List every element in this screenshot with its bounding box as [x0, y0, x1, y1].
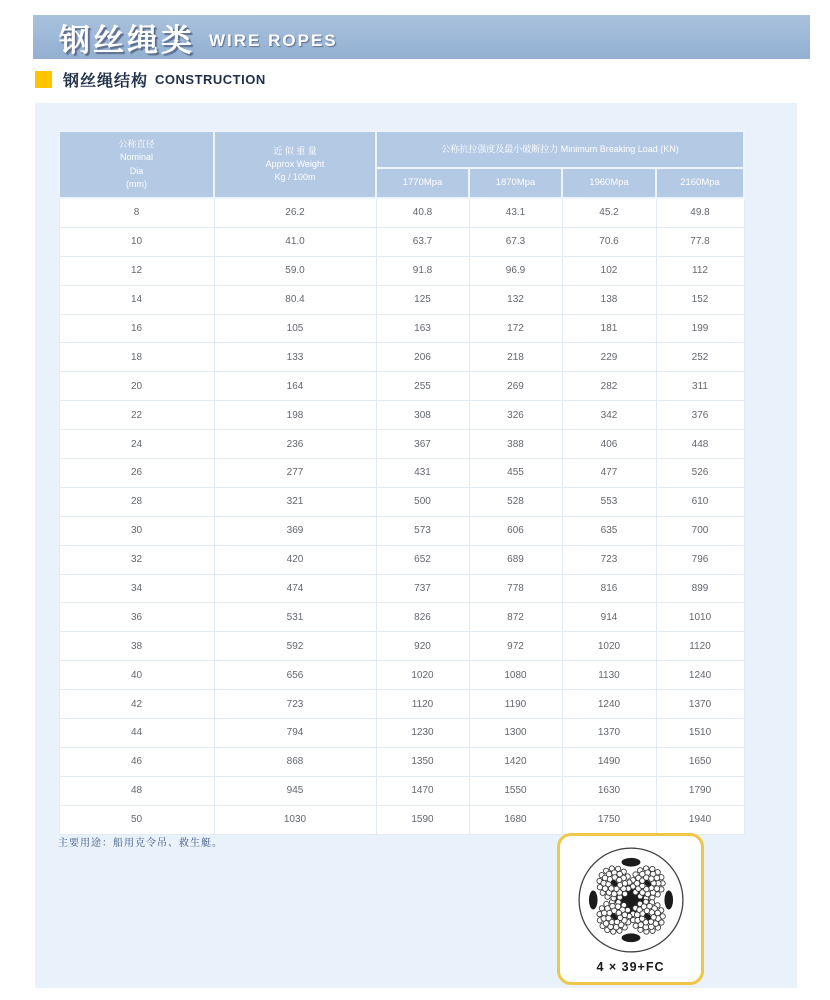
table-cell: 43.1: [469, 198, 562, 227]
table-cell: 477: [562, 459, 656, 488]
table-cell: 1120: [376, 690, 469, 719]
table-cell: 656: [214, 661, 376, 690]
table-cell: 531: [214, 603, 376, 632]
table-cell: 1240: [562, 690, 656, 719]
table-cell: 723: [562, 545, 656, 574]
table-cell: 723: [214, 690, 376, 719]
col-header-mpa: 1770Mpa: [376, 168, 469, 198]
table-cell: 1190: [469, 690, 562, 719]
table-cell: 553: [562, 487, 656, 516]
table-cell: 1550: [469, 776, 562, 805]
table-cell: 1350: [376, 747, 469, 776]
table-cell: 972: [469, 632, 562, 661]
table-cell: 816: [562, 574, 656, 603]
table-cell: 1510: [656, 719, 744, 748]
table-cell: 50: [59, 805, 214, 834]
table-cell: 420: [214, 545, 376, 574]
table-cell: 229: [562, 343, 656, 372]
col2-header-en1: Approx Weight: [265, 158, 325, 169]
table-row: [59, 256, 744, 285]
col-header-approx-weight: [214, 131, 376, 198]
table-cell: 652: [376, 545, 469, 574]
figure-caption: 4 × 39+FC: [596, 960, 665, 974]
table-cell: 44: [59, 719, 214, 748]
table-row: [59, 545, 744, 574]
table-cell: 20: [59, 372, 214, 401]
table-cell: 920: [376, 632, 469, 661]
table-cell: 49.8: [656, 198, 744, 227]
table-row: [59, 516, 744, 545]
col-header-nominal-dia: [59, 131, 214, 198]
table-cell: 132: [469, 285, 562, 314]
table-cell: 342: [562, 401, 656, 430]
col2-header-zh: 近 似 重 量: [273, 145, 317, 156]
table-cell: 133: [214, 343, 376, 372]
table-cell: 63.7: [376, 227, 469, 256]
table-cell: 914: [562, 603, 656, 632]
table-cell: 796: [656, 545, 744, 574]
table-cell: 206: [376, 343, 469, 372]
table-row: [59, 459, 744, 488]
table-cell: 269: [469, 372, 562, 401]
table-row: [59, 314, 744, 343]
table-cell: 1420: [469, 747, 562, 776]
page-title-en: WIRE ROPES: [209, 31, 338, 50]
table-row: [59, 690, 744, 719]
col-header-breaking-load-group: 公称抗拉强度及最小破断拉力 Minimum Breaking Load (KN): [376, 131, 744, 168]
table-row: [59, 574, 744, 603]
table-cell: 592: [214, 632, 376, 661]
table-cell: 41.0: [214, 227, 376, 256]
table-cell: 367: [376, 430, 469, 459]
table-cell: 308: [376, 401, 469, 430]
table-cell: 1010: [656, 603, 744, 632]
col-header-mpa: 1870Mpa: [469, 168, 562, 198]
table-cell: 826: [376, 603, 469, 632]
table-cell: 16: [59, 314, 214, 343]
table-cell: 1020: [376, 661, 469, 690]
col2-header-en2: Kg / 100m: [274, 172, 316, 183]
table-cell: 152: [656, 285, 744, 314]
table-cell: 48: [59, 776, 214, 805]
section-bullet-icon: [35, 71, 52, 88]
table-cell: 1130: [562, 661, 656, 690]
table-cell: 30: [59, 516, 214, 545]
table-cell: 1590: [376, 805, 469, 834]
table-cell: 945: [214, 776, 376, 805]
table-cell: 18: [59, 343, 214, 372]
table-row: [59, 285, 744, 314]
table-cell: 255: [376, 372, 469, 401]
table-cell: 277: [214, 459, 376, 488]
table-row: [59, 343, 744, 372]
table-cell: 872: [469, 603, 562, 632]
table-cell: 218: [469, 343, 562, 372]
table-cell: 36: [59, 603, 214, 632]
table-cell: 1750: [562, 805, 656, 834]
table-row: [59, 661, 744, 690]
table-cell: 67.3: [469, 227, 562, 256]
table-cell: 1490: [562, 747, 656, 776]
table-cell: 80.4: [214, 285, 376, 314]
table-cell: 252: [656, 343, 744, 372]
table-cell: 96.9: [469, 256, 562, 285]
rope-figure-box: [557, 833, 704, 985]
table-row: [59, 372, 744, 401]
table-cell: 1470: [376, 776, 469, 805]
table-cell: 1300: [469, 719, 562, 748]
table-cell: 199: [656, 314, 744, 343]
table-cell: 282: [562, 372, 656, 401]
table-cell: 526: [656, 459, 744, 488]
table-cell: 1230: [376, 719, 469, 748]
table-cell: 689: [469, 545, 562, 574]
table-cell: 59.0: [214, 256, 376, 285]
spec-table: [58, 130, 745, 835]
table-cell: 125: [376, 285, 469, 314]
page-header: [33, 15, 810, 59]
table-cell: 326: [469, 401, 562, 430]
section-title-en: CONSTRUCTION: [155, 72, 266, 87]
col-header-mpa: 2160Mpa: [656, 168, 744, 198]
table-cell: 102: [562, 256, 656, 285]
table-cell: 42: [59, 690, 214, 719]
table-cell: 236: [214, 430, 376, 459]
table-cell: 28: [59, 487, 214, 516]
table-cell: 10: [59, 227, 214, 256]
table-cell: 500: [376, 487, 469, 516]
table-cell: 406: [562, 430, 656, 459]
table-cell: 24: [59, 430, 214, 459]
table-cell: 163: [376, 314, 469, 343]
table-row: [59, 632, 744, 661]
col1-header-zh: 公称直径: [118, 139, 155, 150]
table-cell: 635: [562, 516, 656, 545]
table-cell: 606: [469, 516, 562, 545]
table-row: [59, 776, 744, 805]
table-cell: 22: [59, 401, 214, 430]
table-cell: 1020: [562, 632, 656, 661]
table-cell: 700: [656, 516, 744, 545]
table-cell: 474: [214, 574, 376, 603]
table-cell: 34: [59, 574, 214, 603]
table-cell: 8: [59, 198, 214, 227]
table-cell: 388: [469, 430, 562, 459]
table-cell: 14: [59, 285, 214, 314]
table-cell: 573: [376, 516, 469, 545]
table-row: [59, 747, 744, 776]
table-cell: 455: [469, 459, 562, 488]
usage-footnote: 主要用途：船用克令吊、救生艇。: [58, 838, 223, 849]
table-cell: 1030: [214, 805, 376, 834]
table-cell: 431: [376, 459, 469, 488]
table-cell: 376: [656, 401, 744, 430]
table-cell: 321: [214, 487, 376, 516]
page-title-zh: 钢丝绳类: [59, 22, 195, 58]
table-body: [59, 198, 744, 834]
table-row: [59, 227, 744, 256]
col1-header-en3: (mm): [126, 178, 147, 189]
table-cell: 1650: [656, 747, 744, 776]
table-cell: 1630: [562, 776, 656, 805]
table-cell: 1940: [656, 805, 744, 834]
table-cell: 369: [214, 516, 376, 545]
table-cell: 12: [59, 256, 214, 285]
table-row: [59, 719, 744, 748]
section-heading: [35, 68, 266, 91]
table-cell: 70.6: [562, 227, 656, 256]
table-cell: 112: [656, 256, 744, 285]
table-row: [59, 805, 744, 834]
rope-cross-section-image: [572, 841, 690, 959]
table-cell: 172: [469, 314, 562, 343]
table-cell: 26.2: [214, 198, 376, 227]
content-panel: [35, 103, 797, 988]
table-cell: 46: [59, 747, 214, 776]
table-cell: 1080: [469, 661, 562, 690]
table-cell: 40: [59, 661, 214, 690]
table-cell: 181: [562, 314, 656, 343]
table-cell: 45.2: [562, 198, 656, 227]
table-cell: 40.8: [376, 198, 469, 227]
table-cell: 1370: [656, 690, 744, 719]
section-title-zh: 钢丝绳结构: [63, 73, 149, 90]
table-cell: 32: [59, 545, 214, 574]
table-cell: 1120: [656, 632, 744, 661]
table-cell: 105: [214, 314, 376, 343]
table-cell: 868: [214, 747, 376, 776]
table-row: [59, 198, 744, 227]
col1-header-en1: Nominal: [119, 152, 153, 163]
table-cell: 26: [59, 459, 214, 488]
table-cell: 1680: [469, 805, 562, 834]
table-cell: 77.8: [656, 227, 744, 256]
table-row: [59, 401, 744, 430]
table-cell: 778: [469, 574, 562, 603]
table-cell: 1370: [562, 719, 656, 748]
table-row: [59, 487, 744, 516]
table-cell: 448: [656, 430, 744, 459]
table-cell: 198: [214, 401, 376, 430]
table-cell: 1240: [656, 661, 744, 690]
table-cell: 311: [656, 372, 744, 401]
table-cell: 737: [376, 574, 469, 603]
table-cell: 91.8: [376, 256, 469, 285]
col1-header-en2: Dia: [129, 165, 144, 176]
table-cell: 794: [214, 719, 376, 748]
table-cell: 528: [469, 487, 562, 516]
table-row: [59, 603, 744, 632]
table-cell: 610: [656, 487, 744, 516]
table-cell: 38: [59, 632, 214, 661]
table-cell: 899: [656, 574, 744, 603]
col-header-mpa: 1960Mpa: [562, 168, 656, 198]
table-cell: 164: [214, 372, 376, 401]
table-cell: 1790: [656, 776, 744, 805]
table-row: [59, 430, 744, 459]
table-cell: 138: [562, 285, 656, 314]
